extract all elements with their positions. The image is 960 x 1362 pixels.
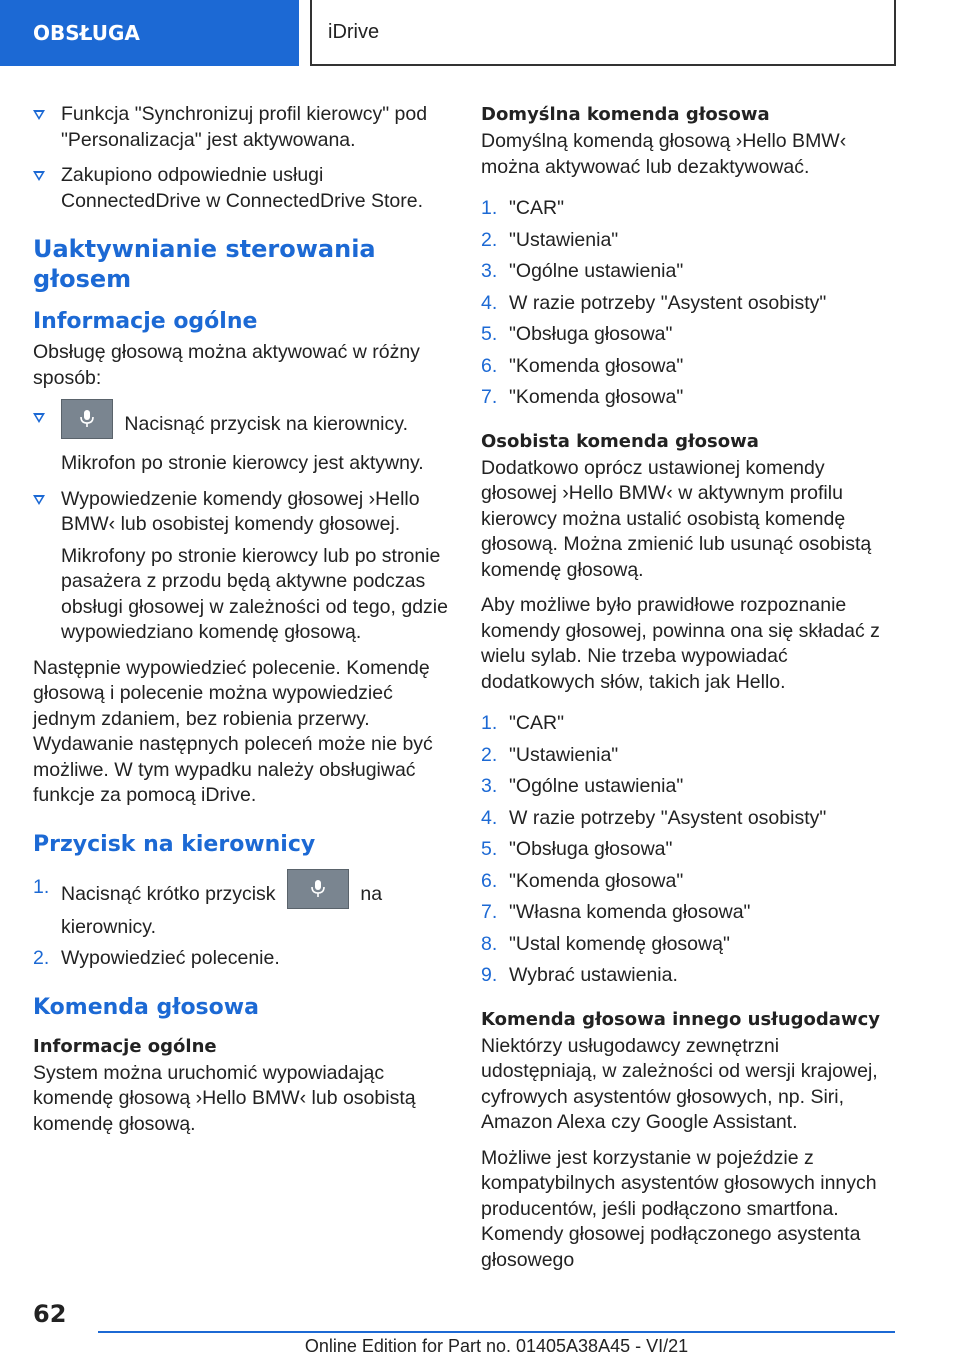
paragraph: Możliwe jest korzystanie w pojeździe z kompatybilnych asystentów głosowych innych producentów, jeśli podłączono smartfona. Komendy głosowej podłączonego asystenta głosowego	[481, 1146, 877, 1271]
list-item: 2. Wypowiedzieć polecenie.	[33, 947, 280, 969]
list-item: 2. "Ustawienia"	[481, 228, 619, 251]
right-column	[481, 102, 899, 1283]
subsection-heading: Informacje ogólne	[33, 309, 258, 334]
list-item: 1. "CAR"	[481, 197, 565, 219]
list-item: 5. "Obsługa głosowa"	[481, 838, 673, 860]
list-item: Nacisnąć przycisk na kierownicy.	[33, 405, 451, 445]
paragraph: Obsługę głosową można aktywować w różny sposób:	[33, 341, 420, 389]
left-column	[33, 102, 451, 1147]
numbered-list	[481, 196, 899, 411]
page-number: 62	[33, 1300, 67, 1328]
subsection-heading: Komenda głosowa	[33, 994, 259, 1020]
list-item: 5. "Obsługa głosowa"	[481, 323, 673, 345]
list-item: Zakupiono odpowiednie usługi ConnectedDrive w ConnectedDrive Store.	[33, 163, 451, 214]
steering-voice-button-icon	[287, 869, 349, 909]
paragraph: Następnie wypowiedzieć polecenie. Komendę głosową i polecenie można wypowiedzieć jednym zdaniem, bez robienia przerwy. Wydawanie następnych poleceń może nie być możliwe. W tym wypadku należy obsługiwać funkcje za pomocą iDrive.	[33, 656, 433, 806]
footer-divider	[98, 1331, 895, 1333]
paragraph: Mikrofon po stronie kierowcy jest aktywny.	[61, 452, 424, 474]
header-section	[0, 0, 299, 66]
section-heading: Uaktywnianie sterowania głosem	[33, 235, 376, 293]
header-chapter	[310, 0, 896, 66]
steering-voice-button-icon	[61, 399, 113, 439]
subsection-heading: Przycisk na kierownicy	[33, 831, 316, 857]
paragraph: Niektórzy usługodawcy zewnętrzni udostępniają, w zależności od wersji krajowej, cyfrowych asystentów głosowych, np. Siri, Amazon Alexa czy Google Assistant.	[481, 1034, 878, 1133]
list-item: 1. "CAR"	[481, 712, 565, 734]
triangle-bullet-icon	[33, 171, 45, 181]
paragraph: Aby możliwe było prawidłowe rozpoznanie komendy głosowej, powinna ona się składać z wielu sylab. Nie trzeba wypowiadać dodatkowych słów, takich jak Hello.	[481, 594, 880, 693]
list-item: 3. "Ogólne ustawienia"	[481, 260, 684, 282]
list-item: 8. "Ustal komendę głosową"	[481, 932, 730, 955]
list-item: 9. Wybrać ustawienia.	[481, 964, 678, 986]
footer-edition: Online Edition for Part no. 01405A38A45 - VI/21	[304, 1336, 689, 1356]
microphone-icon	[310, 879, 326, 899]
triangle-bullet-icon	[33, 495, 45, 505]
paragraph: Dodatkowo oprócz ustawionej komendy głosowej ›Hello BMW‹ w aktywnym profilu kierowcy można ustalić osobistą komendę głosową. Można zmienić lub usunąć osobistą komendę głosową.	[481, 456, 872, 581]
list-item: 2. "Ustawienia"	[481, 743, 619, 766]
microphone-icon	[79, 409, 95, 429]
paragraph: Mikrofony po stronie kierowcy lub po stronie pasażera z przodu będą aktywne podczas obsługi głosowej w zależności od tego, gdzie wypowiedziano komendę głosową.	[61, 544, 448, 643]
list-item: 7. "Własna komenda głosowa"	[481, 901, 751, 923]
triangle-bullet-icon	[33, 110, 45, 120]
paragraph: Domyślną komendą głosową ›Hello BMW‹ można aktywować lub dezaktywować.	[481, 130, 847, 178]
list-item: 4. W razie potrzeby "Asystent osobisty"	[481, 806, 827, 829]
subheading: Osobista komenda głosowa	[481, 430, 759, 452]
chapter-title: iDrive	[328, 20, 380, 43]
subheading: Informacje ogólne	[33, 1035, 217, 1057]
list-item: 7. "Komenda głosowa"	[481, 386, 684, 408]
list-item: Wypowiedzenie komendy głosowej ›Hello BMW‹ lub osobistej komendy głosowej.	[33, 487, 451, 538]
paragraph: System można uruchomić wypowiadając komendę głosową ›Hello BMW‹ lub osobistą komendę głosową.	[33, 1061, 416, 1135]
list-item: 6. "Komenda głosowa"	[481, 354, 684, 377]
list-item: Funkcja "Synchronizuj profil kierowcy" pod "Personalizacja" jest aktywowana.	[33, 102, 451, 153]
subheading: Domyślna komenda głosowa	[481, 104, 770, 125]
list-item: 6. "Komenda głosowa"	[481, 869, 684, 892]
subheading: Komenda głosowa innego usługodawcy	[481, 1008, 880, 1030]
numbered-list	[481, 711, 899, 989]
list-item: 4. W razie potrzeby "Asystent osobisty"	[481, 291, 827, 314]
list-item: 3. "Ogólne ustawienia"	[481, 775, 684, 797]
list-item: 1. Nacisnąć krótko przycisk na kierownicy.	[33, 875, 451, 941]
section-title: OBSŁUGA	[33, 21, 140, 45]
triangle-bullet-icon	[33, 413, 45, 423]
